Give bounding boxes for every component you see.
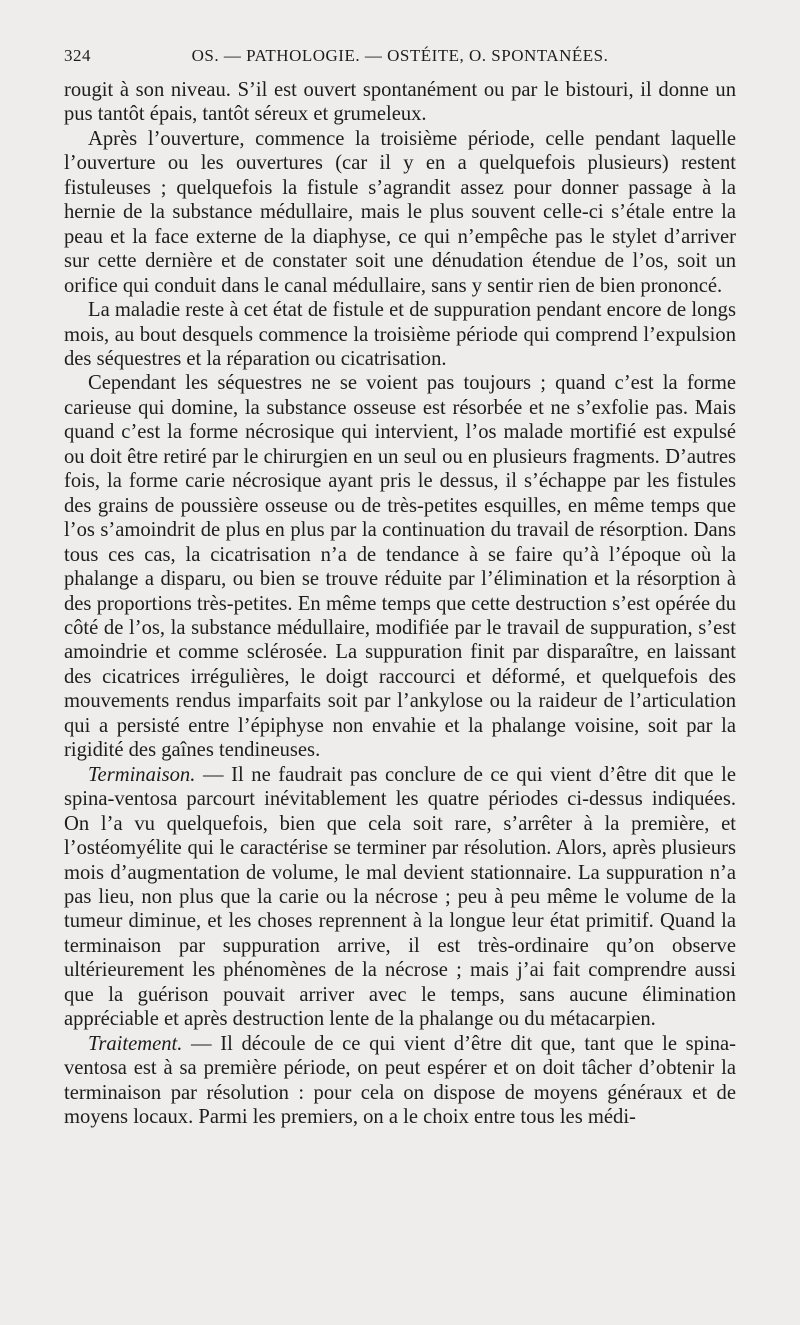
paragraph-text: rougit à son niveau. S’il est ouvert spontanément ou par le bistouri, il donne un pus tantôt épais, tantôt séreux et grumeleux. — [64, 79, 736, 126]
paragraph-continuation — [64, 78, 736, 127]
paragraph-text: La maladie reste à cet état de fistule et de suppuration pendant encore de longs mois, au bout desquels commence la troisième période qui comprend l’expulsion des séquestres et la réparation ou cicatrisation. — [64, 299, 736, 370]
paragraph-fistula-state — [64, 298, 736, 371]
paragraph-traitement — [64, 1032, 736, 1130]
paragraph-text: — Il découle de ce qui vient d’être dit que, tant que le spina-ventosa est à sa première période, on peut espérer et on doit tâcher d’obtenir la terminaison par résolution : pour cela on dispose de moyens généraux et de moyens locaux. Parmi les premiers, on a le choix entre tous les médi- — [64, 1032, 736, 1129]
paragraph-text: Cependant les séquestres ne se voient pas toujours ; quand c’est la forme carieuse qui domine, la substance osseuse est résorbée et ne s’exfolie pas. Mais quand c’est la forme nécrosique qui intervient, l’os malade mortifié est expulsé ou doit être retiré par le chirurgien en un seul ou en plusieurs fragments. D’autres fois, la forme carie nécrosique ayant pris le dessus, il s’échappe par les fistules des grains de poussière osseuse ou de très-petites esquilles, en même temps que l’os s’amoindrit de plus en plus par la continuation du travail de résorption. Dans tous ces cas, la cicatrisation n’a de tendance à se faire qu’à l’époque où la phalange a disparu, ou bien se trouve réduite par l’élimination et la résorption à des proportions très-petites. En même temps que cette destruction s’est opérée du côté de l’os, la substance médullaire, modifiée par le travail de suppuration, s’est amoindrie et comme sclérosée. La suppuration finit par disparaître, en laissant des cicatrices irrégulières, le doigt raccourci et déformé, et quelquefois des mouvements rendus imparfaits soit par l’ankylose ou la raideur de l’articulation qui a persisté entre l’épiphyse non envahie et la phalange voisine, soit par la rigidité des gaînes tendineuses. — [64, 372, 736, 762]
running-head — [64, 46, 736, 70]
body-text — [64, 78, 736, 1129]
page-number: 324 — [64, 46, 91, 65]
paragraph-third-period — [64, 127, 736, 298]
section-run-in-heading: Traitement. — [88, 1032, 183, 1055]
paragraph-sequestra — [64, 371, 736, 762]
paragraph-text: — Il ne faudrait pas conclure de ce qui vient d’être dit que le spina-ventosa parcourt inévitablement les quatre périodes ci-dessus indiquées. On l’a vu quelquefois, bien que cela soit rare, s’arrêter à la première, et l’ostéomyélite qui le caractérise se terminer par résolution. Alors, après plusieurs mois d’augmentation de volume, le mal devient stationnaire. La suppuration n’a pas lieu, non plus que la carie ou la nécrose ; peu à peu même le volume de la tumeur diminue, et les choses reprennent à la longue leur état primitif. Quand la terminaison par suppuration arrive, il est très-ordinaire qu’on observe ultérieurement les phénomènes de la nécrose ; mais j’ai fait comprendre aussi que la guérison pouvait arriver avec le temps, sans aucune élimination appréciable et après destruction lente de la phalange ou du métacarpien. — [64, 763, 736, 1031]
paragraph-text: Après l’ouverture, commence la troisième période, celle pendant laquelle l’ouverture ou les ouvertures (car il y en a quelquefois plusieurs) restent fistuleuses ; quelquefois la fistule s’agrandit assez pour donner passage à la hernie de la substance médullaire, mais le plus souvent celle-ci s’étale entre la peau et la face externe de la diaphyse, ce qui n’empêche pas le stylet d’arriver sur cette dernière et de constater soit une dénudation étendue de l’os, soit un orifice qui conduit dans le canal médullaire, sans y sentir rien de bien prononcé. — [64, 127, 736, 297]
running-title: OS. — PATHOLOGIE. — OSTÉITE, O. SPONTANÉES. — [191, 46, 609, 65]
section-run-in-heading: Terminaison. — [88, 763, 196, 786]
paragraph-terminaison — [64, 763, 736, 1032]
